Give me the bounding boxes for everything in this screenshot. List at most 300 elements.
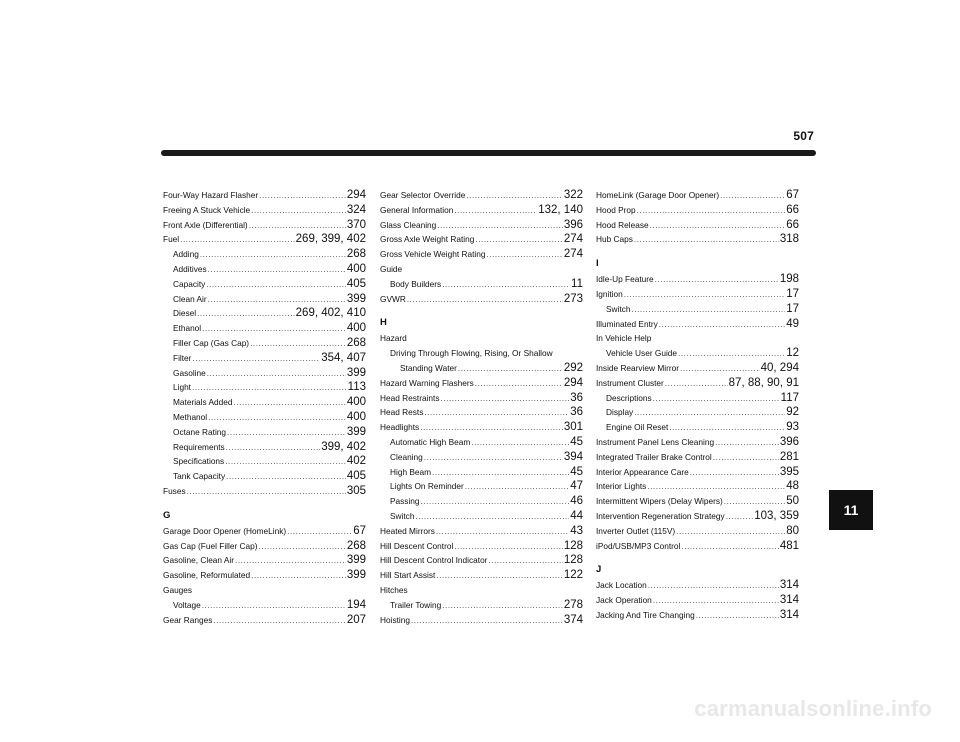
entry-page-ref[interactable]: 395 — [779, 465, 799, 478]
entry-page-ref[interactable]: 396 — [779, 435, 799, 448]
dot-leader — [659, 318, 785, 333]
index-entry — [596, 405, 799, 420]
index-entry — [596, 302, 799, 317]
index-entry — [163, 247, 366, 262]
entry-page-ref[interactable]: 92 — [786, 406, 799, 419]
entry-label: Jack Location — [596, 580, 647, 591]
entry-page-ref[interactable]: 322 — [563, 189, 583, 201]
entry-label: Gas Cap (Fuel Filler Cap) — [163, 540, 258, 551]
index-entry — [380, 494, 583, 509]
index-entry — [163, 292, 366, 307]
index-entry — [380, 539, 583, 554]
index-entry — [380, 450, 583, 465]
index-entry — [380, 361, 583, 376]
index-column-2 — [380, 188, 583, 627]
entry-page-ref[interactable]: 67 — [786, 189, 799, 201]
index-entry — [163, 188, 366, 203]
index-entry — [380, 613, 583, 628]
entry-page-ref[interactable]: 268 — [346, 539, 366, 552]
entry-page-ref[interactable]: 278 — [563, 598, 583, 611]
entry-page-ref[interactable]: 40, 294 — [760, 361, 799, 374]
entry-page-ref[interactable]: 67 — [353, 524, 366, 537]
entry-label: Hood Prop — [596, 204, 636, 215]
entry-label: Display — [606, 407, 634, 418]
section-letter: G — [163, 509, 171, 521]
entry-label: Headlights — [380, 422, 420, 433]
index-entry — [163, 524, 366, 539]
entry-label: Requirements — [173, 441, 225, 452]
entry-page-ref[interactable]: 400 — [346, 410, 366, 423]
dot-leader — [475, 233, 562, 248]
entry-label: iPod/USB/MP3 Control — [596, 540, 681, 551]
entry-page-ref[interactable]: 50 — [786, 495, 799, 508]
entry-page-ref[interactable]: 324 — [346, 203, 366, 216]
index-column-1 — [163, 188, 366, 627]
index-entry — [163, 484, 366, 499]
entry-label: Filter — [173, 352, 192, 363]
entry-page-ref[interactable]: 103, 359 — [754, 509, 799, 522]
dot-leader — [471, 436, 569, 451]
entry-label: Octane Rating — [173, 426, 227, 437]
index-entry — [380, 376, 583, 391]
entry-page-ref[interactable]: 314 — [779, 579, 799, 592]
dot-leader — [249, 219, 346, 234]
index-entry — [596, 608, 799, 623]
index-entry — [380, 218, 583, 233]
entry-page-ref[interactable]: 269, 399, 402 — [295, 233, 366, 246]
dot-leader — [665, 377, 728, 392]
index-entry — [163, 232, 366, 247]
index-entry — [596, 593, 799, 608]
dot-leader — [424, 406, 569, 421]
entry-label: Cleaning — [390, 451, 423, 462]
index-entry — [380, 277, 583, 292]
index-entry — [596, 317, 799, 332]
index-entry — [380, 188, 583, 203]
entry-page-ref[interactable]: 49 — [786, 317, 799, 330]
entry-page-ref[interactable]: 45 — [570, 465, 583, 478]
dot-leader — [192, 381, 347, 396]
dot-leader — [208, 263, 346, 278]
watermark: carmanualsonline.info — [694, 696, 932, 721]
dot-leader — [207, 367, 346, 382]
index-entry — [380, 420, 583, 435]
dot-leader — [634, 406, 785, 421]
dot-leader — [411, 614, 563, 629]
index-entry — [380, 509, 583, 524]
entry-label: Adding — [173, 249, 199, 260]
dot-leader — [437, 219, 563, 234]
index-entry — [380, 553, 583, 568]
entry-page-ref[interactable]: 281 — [779, 450, 799, 463]
entry-page-ref[interactable]: 87, 88, 90, 91 — [728, 376, 799, 389]
entry-label: Hub Caps — [596, 234, 633, 245]
dot-leader — [407, 293, 563, 308]
index-entry — [380, 479, 583, 494]
entry-label: Passing — [390, 496, 420, 507]
index-entry — [596, 203, 799, 218]
index-entry — [163, 440, 366, 455]
entry-page-ref[interactable]: 399 — [346, 569, 366, 582]
entry-label: General Information — [380, 204, 454, 215]
entry-page-ref[interactable]: 402 — [346, 455, 366, 468]
dot-leader — [681, 540, 778, 555]
index-entry — [596, 346, 799, 361]
dot-leader — [197, 307, 295, 322]
dot-leader — [690, 466, 779, 481]
dot-leader — [650, 219, 786, 234]
page-number: 507 — [793, 129, 814, 143]
entry-page-ref[interactable]: 294 — [563, 376, 583, 389]
entry-page-ref[interactable]: 314 — [779, 608, 799, 621]
dot-leader — [180, 233, 295, 248]
dot-leader — [488, 554, 562, 569]
dot-leader — [436, 569, 562, 584]
dot-leader — [653, 392, 780, 407]
dot-leader — [486, 248, 562, 263]
entry-page-ref[interactable]: 132, 140 — [538, 203, 583, 216]
entry-page-ref[interactable]: 198 — [779, 273, 799, 286]
dot-leader — [436, 525, 569, 540]
entry-page-ref[interactable]: 405 — [346, 470, 366, 483]
index-entry — [163, 262, 366, 277]
entry-label: Descriptions — [606, 392, 652, 403]
entry-page-ref[interactable]: 48 — [786, 480, 799, 493]
entry-page-ref[interactable]: 66 — [786, 203, 799, 216]
entry-page-ref[interactable]: 45 — [570, 435, 583, 448]
index-entry — [163, 469, 366, 484]
entry-label: Gear Ranges — [163, 614, 213, 625]
index-entry — [163, 380, 366, 395]
index-entry — [596, 218, 799, 233]
entry-label: Interior Appearance Care — [596, 466, 689, 477]
entry-label: Heated Mirrors — [380, 525, 435, 536]
entry-page-ref[interactable]: 46 — [570, 495, 583, 508]
entry-label: High Beam — [390, 466, 432, 477]
index-entry — [380, 465, 583, 480]
entry-page-ref[interactable]: 292 — [563, 361, 583, 374]
index-column-3 — [596, 188, 799, 623]
dot-leader — [634, 233, 779, 248]
entry-label: Garage Door Opener (HomeLink) — [163, 525, 287, 536]
entry-label: Hill Descent Control Indicator — [380, 555, 488, 566]
index-entry — [596, 391, 799, 406]
dot-leader — [424, 451, 563, 466]
dot-leader — [192, 352, 320, 367]
entry-label: Glass Cleaning — [380, 219, 437, 230]
entry-label: Illuminated Entry — [596, 318, 658, 329]
dot-leader — [653, 594, 779, 609]
entry-page-ref[interactable]: 44 — [570, 509, 583, 522]
index-entry — [596, 509, 799, 524]
dot-leader — [720, 189, 785, 204]
entry-label: Switch — [390, 510, 415, 521]
index-entry — [163, 539, 366, 554]
index-entry — [596, 272, 799, 287]
entry-page-ref[interactable]: 113 — [347, 381, 366, 394]
index-entry — [596, 578, 799, 593]
dot-leader — [696, 609, 779, 624]
entry-page-ref[interactable]: 66 — [786, 218, 799, 231]
index-entry — [163, 321, 366, 336]
entry-label: Vehicle User Guide — [606, 348, 678, 359]
entry-label: Hill Start Assist — [380, 570, 436, 581]
entry-page-ref[interactable]: 370 — [346, 218, 366, 231]
dot-leader — [213, 614, 345, 629]
index-heading: Gauges — [163, 584, 193, 595]
dot-leader — [251, 204, 346, 219]
dot-leader — [475, 377, 563, 392]
index-entry — [380, 524, 583, 539]
dot-leader — [465, 480, 569, 495]
entry-label: Interior Lights — [596, 481, 647, 492]
entry-page-ref[interactable]: 269, 402, 410 — [295, 307, 366, 320]
entry-page-ref[interactable]: 400 — [346, 262, 366, 275]
dot-leader — [415, 510, 569, 525]
index-entry — [380, 405, 583, 420]
index-entry — [163, 568, 366, 583]
entry-page-ref[interactable]: 354, 407 — [321, 351, 366, 364]
entry-page-ref[interactable]: 47 — [570, 480, 583, 493]
entry-page-ref[interactable]: 117 — [780, 391, 799, 404]
entry-label: Integrated Trailer Brake Control — [596, 451, 712, 462]
index-entry — [163, 395, 366, 410]
entry-label: Voltage — [173, 599, 201, 610]
entry-label: Standing Water — [400, 362, 457, 373]
index-entry — [380, 247, 583, 262]
entry-label: Head Rests — [380, 407, 424, 418]
entry-page-ref[interactable]: 274 — [563, 248, 583, 261]
entry-label: Gross Axle Weight Rating — [380, 234, 475, 245]
entry-page-ref[interactable]: 374 — [563, 613, 583, 626]
entry-label: Intervention Regeneration Strategy — [596, 510, 725, 521]
index-entry — [596, 361, 799, 376]
dot-leader — [235, 554, 346, 569]
index-entry — [596, 539, 799, 554]
entry-page-ref[interactable]: 314 — [779, 594, 799, 607]
entry-label: Engine Oil Reset — [606, 422, 669, 433]
entry-label: Jack Operation — [596, 595, 652, 606]
dot-leader — [631, 303, 785, 318]
entry-label: Intermittent Wipers (Delay Wipers) — [596, 496, 723, 507]
dot-leader — [624, 288, 785, 303]
entry-label: Diesel — [173, 308, 197, 319]
index-entry — [163, 336, 366, 351]
entry-page-ref[interactable]: 17 — [786, 287, 799, 300]
entry-label: Hazard Warning Flashers — [380, 377, 474, 388]
entry-page-ref[interactable]: 399 — [346, 366, 366, 379]
dot-leader — [458, 362, 563, 377]
dot-leader — [669, 421, 785, 436]
entry-page-ref[interactable]: 12 — [786, 347, 799, 360]
entry-page-ref[interactable]: 405 — [346, 277, 366, 290]
entry-label: Jacking And Tire Changing — [596, 609, 695, 620]
dot-leader — [441, 392, 570, 407]
entry-label: Methanol — [173, 411, 208, 422]
entry-label: GVWR — [380, 293, 406, 304]
entry-label: Light — [173, 382, 191, 393]
index-heading: In Vehicle Help — [596, 333, 652, 344]
index-entry — [596, 435, 799, 450]
dot-leader — [225, 455, 346, 470]
entry-label: Automatic High Beam — [390, 436, 471, 447]
entry-page-ref[interactable]: 399, 402 — [321, 440, 366, 453]
dot-leader — [206, 278, 346, 293]
entry-label: Materials Added — [173, 397, 233, 408]
entry-label: Gross Vehicle Weight Rating — [380, 249, 486, 260]
entry-page-ref[interactable]: 301 — [563, 421, 583, 434]
entry-page-ref[interactable]: 294 — [346, 189, 366, 201]
entry-page-ref[interactable]: 128 — [563, 554, 583, 567]
index-entry — [596, 420, 799, 435]
index-entry — [596, 376, 799, 391]
dot-leader — [259, 540, 346, 555]
entry-page-ref[interactable]: 274 — [563, 233, 583, 246]
dot-leader — [208, 293, 346, 308]
dot-leader — [208, 411, 346, 426]
entry-label: Front Axle (Differential) — [163, 219, 248, 230]
index-entry — [163, 425, 366, 440]
entry-label: Four-Way Hazard Flasher — [163, 190, 259, 200]
entry-label: Tank Capacity — [173, 471, 226, 482]
entry-label: Instrument Panel Lens Cleaning — [596, 436, 715, 447]
index-heading: Hazard — [380, 333, 407, 344]
entry-label: Filler Cap (Gas Cap) — [173, 337, 250, 348]
dot-leader — [637, 204, 786, 219]
entry-page-ref[interactable]: 11 — [571, 277, 583, 290]
index-entry — [596, 465, 799, 480]
entry-label: Ignition — [596, 288, 623, 299]
dot-leader — [234, 396, 346, 411]
entry-page-ref[interactable]: 17 — [786, 302, 799, 315]
index-entry — [163, 598, 366, 613]
index-entry — [380, 232, 583, 247]
dot-leader — [200, 248, 346, 263]
dot-leader — [202, 599, 346, 614]
index-entry — [596, 188, 799, 203]
entry-page-ref[interactable]: 394 — [563, 450, 583, 463]
entry-page-ref[interactable]: 273 — [563, 292, 583, 305]
index-entry — [380, 292, 583, 307]
entry-label: Capacity — [173, 278, 206, 289]
index-entry — [163, 454, 366, 469]
entry-label: Hill Descent Control — [380, 540, 454, 551]
index-entry — [596, 287, 799, 302]
dot-leader — [442, 278, 570, 293]
entry-label: Lights On Reminder — [390, 481, 464, 492]
index-entry — [163, 218, 366, 233]
entry-page-ref[interactable]: 268 — [346, 336, 366, 349]
dot-leader — [259, 189, 346, 204]
dot-leader — [678, 347, 785, 362]
entry-label: Trailer Towing — [390, 599, 442, 610]
index-entry — [163, 613, 366, 628]
dot-leader — [250, 337, 346, 352]
dot-leader — [680, 362, 760, 377]
dot-leader — [454, 204, 537, 219]
entry-label: Specifications — [173, 456, 225, 467]
index-entry — [596, 524, 799, 539]
index-entry — [596, 450, 799, 465]
entry-page-ref[interactable]: 400 — [346, 322, 366, 335]
entry-page-ref[interactable]: 194 — [346, 598, 366, 611]
entry-page-ref[interactable]: 305 — [346, 484, 366, 497]
entry-label: Gear Selector Override — [380, 190, 466, 200]
index-entry — [380, 391, 583, 406]
entry-page-ref[interactable]: 128 — [563, 539, 583, 552]
dot-leader — [648, 579, 779, 594]
entry-label: Hood Release — [596, 219, 649, 230]
index-heading: Hitches — [380, 584, 408, 595]
index-entry — [380, 598, 583, 613]
entry-label: Additives — [173, 263, 207, 274]
entry-page-ref[interactable]: 36 — [570, 406, 583, 419]
section-letter: H — [380, 317, 387, 329]
index-heading: Guide — [380, 263, 403, 274]
dot-leader — [432, 466, 569, 481]
entry-page-ref[interactable]: 481 — [779, 539, 799, 552]
dot-leader — [466, 189, 563, 204]
dot-leader — [726, 510, 754, 525]
entry-page-ref[interactable]: 36 — [570, 391, 583, 404]
entry-page-ref[interactable]: 80 — [786, 524, 799, 537]
index-entry — [596, 232, 799, 247]
entry-page-ref[interactable]: 207 — [346, 613, 366, 626]
dot-leader — [655, 273, 779, 288]
entry-page-ref[interactable]: 400 — [346, 396, 366, 409]
entry-label: Inside Rearview Mirror — [596, 362, 679, 373]
index-heading: Driving Through Flowing, Rising, Or Shallow — [390, 348, 553, 359]
index-entry — [163, 366, 366, 381]
dot-leader — [187, 485, 346, 500]
dot-leader — [713, 451, 779, 466]
entry-label: Fuses — [163, 485, 186, 496]
entry-label: Gasoline — [173, 367, 206, 378]
entry-label: Instrument Cluster — [596, 377, 664, 388]
section-tab[interactable]: 11 — [829, 490, 873, 530]
entry-page-ref[interactable]: 318 — [779, 233, 799, 246]
dot-leader — [202, 322, 346, 337]
index-entry — [380, 568, 583, 583]
header-rule — [161, 150, 816, 156]
index-entry — [163, 306, 366, 321]
dot-leader — [442, 599, 563, 614]
index-entry — [163, 553, 366, 568]
entry-page-ref[interactable]: 399 — [346, 554, 366, 567]
dot-leader — [454, 540, 562, 555]
index-entry — [596, 479, 799, 494]
entry-label: Fuel — [163, 234, 180, 245]
section-letter: J — [596, 564, 602, 576]
entry-page-ref[interactable]: 268 — [346, 248, 366, 261]
dot-leader — [287, 525, 352, 540]
entry-label: Freeing A Stuck Vehicle — [163, 204, 251, 215]
entry-page-ref[interactable]: 93 — [786, 421, 799, 434]
entry-label: Hoisting — [380, 614, 410, 625]
dot-leader — [420, 421, 563, 436]
dot-leader — [676, 525, 785, 540]
dot-leader — [647, 480, 785, 495]
index-entry — [163, 351, 366, 366]
dot-leader — [226, 470, 346, 485]
entry-page-ref[interactable]: 399 — [346, 425, 366, 438]
entry-page-ref[interactable]: 43 — [570, 524, 583, 537]
entry-page-ref[interactable]: 122 — [563, 569, 583, 582]
entry-label: Head Restraints — [380, 392, 440, 403]
entry-label: Gasoline, Clean Air — [163, 555, 235, 566]
entry-page-ref[interactable]: 396 — [563, 218, 583, 231]
entry-page-ref[interactable]: 399 — [346, 292, 366, 305]
